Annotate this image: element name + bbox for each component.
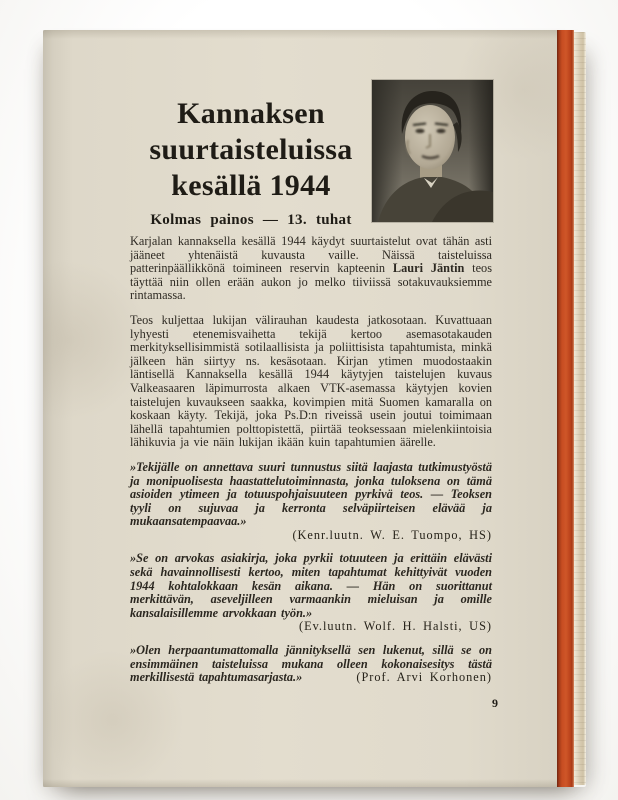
intro-paragraph (130, 235, 492, 303)
portrait-illustration (372, 80, 493, 222)
quote-attribution: (Ev.luutn. Wolf. H. Halsti, US) (298, 619, 492, 634)
author-name: Lauri Jäntin (392, 261, 465, 276)
title-block (125, 96, 377, 229)
book-back-cover (43, 30, 586, 787)
red-spine-stripe (557, 30, 574, 787)
book-title (125, 96, 377, 204)
quote-text: »Se on arvokas asiakirja, joka pyrkii totuuteen ja erittäin elävästi sekä havainnollisesti kertoo, miten tapahtumat kehittyivät vuoden 1944 kohtalokkaan kesän aikana. — Hän on suorittanut merkittävän, aseveljilleen varmaankin mieluisan ja omille kansalaisillemme arvokkaan työn.» (130, 551, 492, 620)
intro-text-after: teos täyttää niin ollen erään aukon jo melko tiiviissä sotakuvauksiemme rintamassa. (130, 261, 492, 303)
review-quote-tuompo (130, 461, 492, 543)
dust-jacket (43, 30, 557, 787)
title-line-3: kesällä 1944 (171, 169, 331, 202)
review-quote-halsti (130, 552, 492, 634)
body-paragraph: Teos kuljettaa lukijan välirauhan kaudesta jatkosotaan. Kuvattuaan lyhyesti etenemisvaihetta tekijä kertoo asemasotakauden merkityksellisimmistä sotilaallisista ja poliittisista tapahtumista, minkä jälkeen hän siirtyy ns. kesäsotaan. Kirjan ytimen muodostaakin läntisellä Kannaksella kesällä 1944 käytyjen taistelujen kuvaus Valkeasaaren läpimurrosta alkaen VTK-asemassa käytyjen kovien taistelujen kuvaukseen saakka, kovimpien mitä Suomen kamaralla on koskaan käyty. Tekijä, joka Ps.D:n riveissä usein joutui toimimaan lähellä tapahtumien polttopistettä, piirtää teoksessaan mielenkiintoisia lähikuvia ja vie näin lukijan ikään kuin tapahtumien äärelle. (130, 312, 492, 450)
quote-attribution: (Prof. Arvi Korhonen) (356, 670, 492, 685)
page-number: 9 (492, 696, 498, 710)
quote-attribution: (Kenr.luutn. W. E. Tuompo, HS) (292, 527, 492, 542)
author-portrait-photo (372, 80, 493, 222)
cover-text (130, 235, 492, 695)
title-line-1: Kannaksen (177, 97, 325, 130)
review-quote-korhonen (130, 644, 492, 685)
quote-text: »Tekijälle on annettava suuri tunnustus siitä laajasta tutkimustyöstä ja monipuolisesta haastattelutoiminnasta, jonka tuloksena on tämä asioiden ytimeen ja totuuspohjaisuuteen pyrkivä teos. — Teoksen tyyli on sujuvaa ja kerronta selväpiirteisen elävää ja mukaansatempaavaa.» (130, 459, 492, 529)
quote-text: »Olen herpaantumattomalla jännityksellä sen lukenut, sillä se on ensimmäinen taisteluissa mukana olleen kokonaisesitys tästä merkillisestä tapahtumasarjasta.» (130, 643, 492, 685)
title-line-2: suurtaisteluissa (149, 133, 353, 166)
intro-text-before: Karjalan kannaksella kesällä 1944 käydyt suurtaistelut ovat tähän asti jääneet yhtenäistä kuvausta vaille. Näissä taisteluissa patterinpäällikkönä toimineen reservin kapteenin (130, 234, 492, 276)
edition-line: Kolmas painos — 13. tuhat (150, 212, 352, 228)
book-page-edges (574, 32, 586, 785)
